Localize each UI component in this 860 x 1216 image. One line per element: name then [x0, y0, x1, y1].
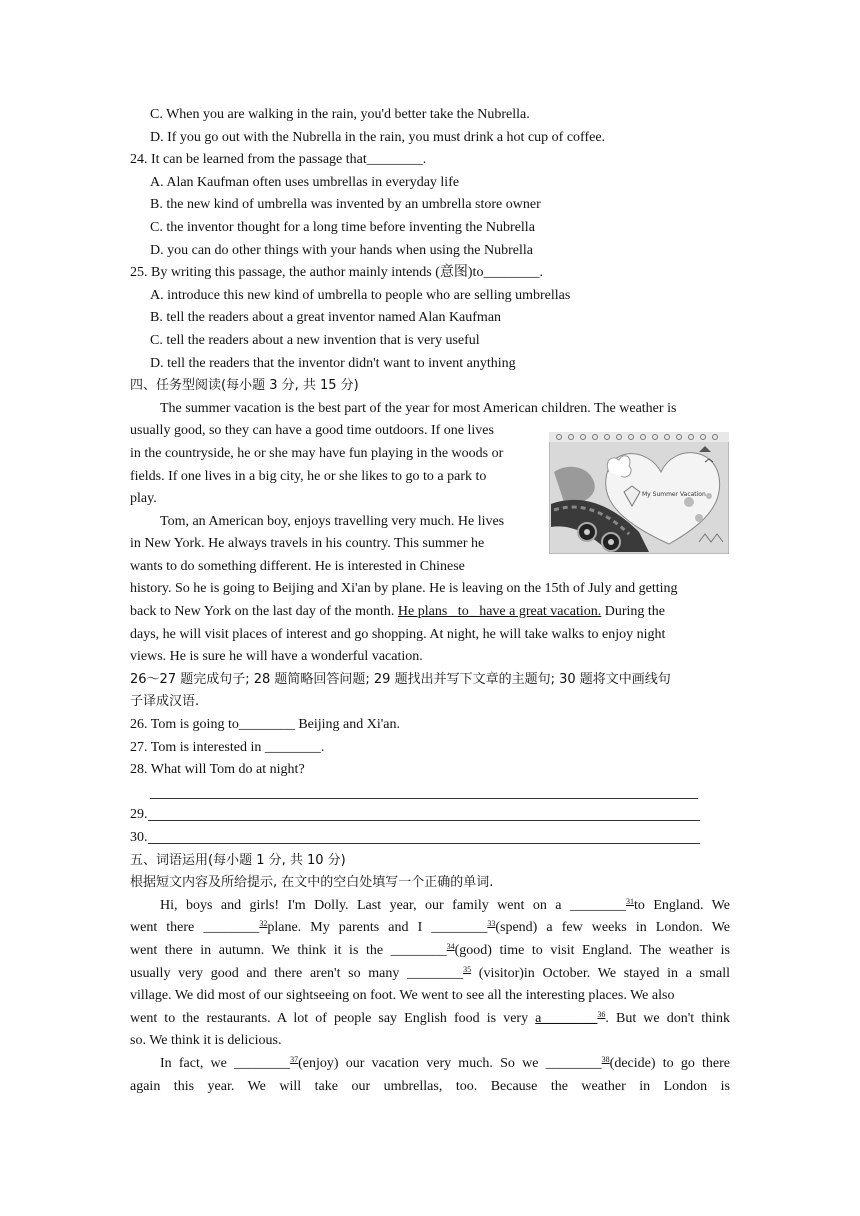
q25-option-d: D. tell the readers that the inventor didn't want to invent anything	[150, 355, 516, 371]
cloze-line: village. We did most of our sightseeing on foot. We went to see all the interesting places. We also	[130, 988, 675, 1004]
cloze-line: again this year. We will take our umbrellas, too. Because the weather in London is	[130, 1078, 730, 1094]
passage-line: in New York. He always travels in his country. This summer he	[130, 536, 485, 552]
underlined-sentence: He plans _to_ have a great vacation.	[397, 604, 602, 620]
illustration-svg	[549, 432, 729, 554]
q26-stem: 26. Tom is going to________ Beijing and Xi'an.	[130, 717, 400, 733]
q30-answer-line: 30.	[130, 827, 730, 850]
summer-vacation-illustration	[549, 432, 729, 554]
q23-option-c: C. When you are walking in the rain, you'd better take the Nubrella.	[150, 107, 530, 122]
passage-line: play.	[130, 491, 157, 507]
q28-answer-line	[130, 782, 730, 805]
cloze-line: went there ________$^{32}$plane. My parents and I ________$^{33}$(spend) a few weeks in London. We	[130, 919, 730, 936]
q24-option-d: D. you can do other things with your hands when using the Nubrella	[150, 242, 533, 258]
passage-line: back to New York on the last day of the month. He plans _to_ have a great vacation. During the	[130, 604, 665, 620]
passage-line: Tom, an American boy, enjoys travelling very much. He lives	[160, 513, 505, 529]
q24-stem: 24. It can be learned from the passage that________.	[130, 152, 427, 168]
q29-answer-line: 29.	[130, 804, 730, 827]
passage-line: views. He is sure he will have a wonderful vacation.	[130, 649, 423, 665]
passage-line: days, he will visit places of interest and go shopping. At night, he will take walks to enjoy night	[130, 626, 666, 642]
q24-option-b: B. the new kind of umbrella was invented by an umbrella store owner	[150, 197, 541, 213]
cloze-line: went there in autumn. We think it is the ________$^{34}$(good) time to visit England. The weather is	[130, 941, 730, 958]
cloze-line: In fact, we ________$^{37}$(enjoy) our vacation very much. So we ________$^{38}$(decide) to go there	[160, 1054, 731, 1071]
q27-stem: 27. Tom is interested in ________.	[130, 739, 325, 755]
passage-line: fields. If one lives in a big city, he or she likes to go to a park to	[130, 468, 487, 484]
cloze-line: Hi, boys and girls! I'm Dolly. Last year, our family went on a ________$^{31}$to England. We	[160, 896, 730, 913]
passage-line: The summer vacation is the best part of the year for most American children. The weather is	[160, 400, 677, 416]
section5-heading: 五、词语运用(每小题 1 分, 共 10 分)	[130, 852, 346, 868]
cloze-line: so. We think it is delicious.	[130, 1033, 282, 1049]
section4-heading: 四、任务型阅读(每小题 3 分, 共 15 分)	[130, 378, 359, 394]
q28-stem: 28. What will Tom do at night?	[130, 762, 305, 778]
q24-option-c: C. the inventor thought for a long time before inventing the Nubrella	[150, 219, 535, 235]
q25-option-b: B. tell the readers about a great inventor named Alan Kaufman	[150, 310, 502, 326]
q24-option-a: A. Alan Kaufman often uses umbrellas in everyday life	[150, 174, 460, 190]
passage-line: usually good, so they can have a good time outdoors. If one lives	[130, 423, 494, 439]
q25-option-a: A. introduce this new kind of umbrella to people who are selling umbrellas	[150, 287, 571, 303]
section5-instruction: 根据短文内容及所给提示, 在文中的空白处填写一个正确的单词.	[130, 875, 494, 891]
passage-line: history. So he is going to Beijing and Xi'an by plane. He is leaving on the 15th of July and getting	[130, 581, 678, 597]
passage-line: wants to do something different. He is interested in Chinese	[130, 558, 465, 574]
q25-stem: 25. By writing this passage, the author mainly intends (意图)to________.	[130, 265, 543, 281]
q25-option-c: C. tell the readers about a new invention that is very useful	[150, 332, 480, 348]
passage-line: in the countryside, he or she may have fun playing in the woods or	[130, 445, 504, 461]
exam-page	[130, 104, 730, 1098]
task-instructions: 26～27 题完成句子; 28 题简略回答问题; 29 题找出并写下文章的主题句; 30 题将文中画线句	[130, 671, 671, 687]
cloze-line: usually very good and there aren't so many ________$^{35}$ (visitor)in October. We stayed in a small	[130, 964, 730, 981]
cloze-line: went to the restaurants. A lot of people say English food is very a________$^{36}$. But we don't think	[130, 1009, 730, 1026]
illustration-caption: My Summer Vacation	[642, 491, 706, 498]
q23-option-d: D. If you go out with the Nubrella in the rain, you must drink a hot cup of coffee.	[150, 129, 606, 145]
task-instructions: 子译成汉语.	[130, 694, 200, 710]
